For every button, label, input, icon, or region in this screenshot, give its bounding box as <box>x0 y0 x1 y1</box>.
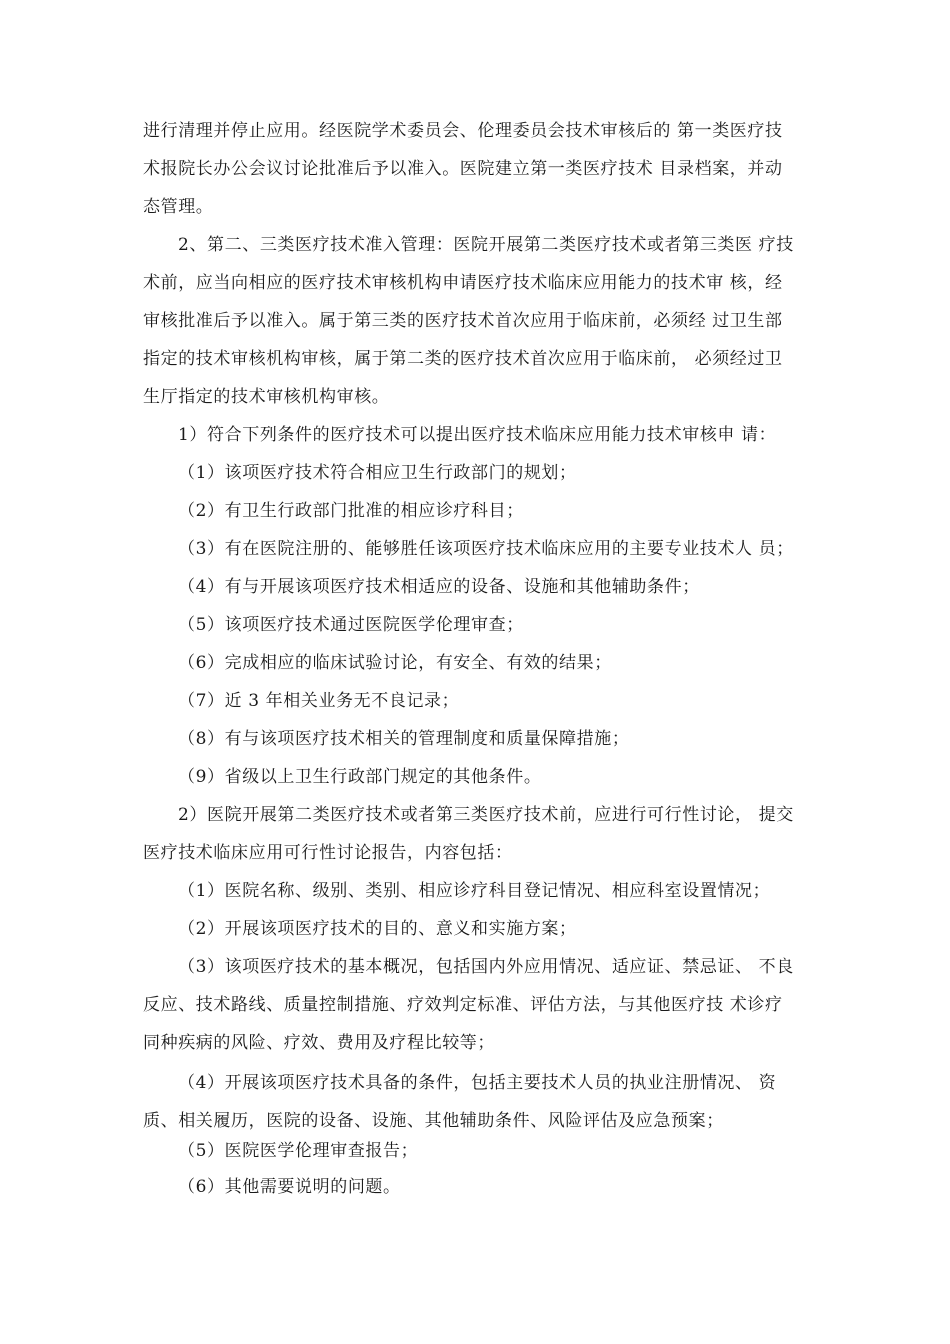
text-line-6: 审核批准后予以准入。属于第三类的医疗技术首次应用于临床前，必须经 过卫生部 <box>143 311 783 331</box>
text-line-22: （2）开展该项医疗技术的目的、意义和实施方案； <box>178 919 577 939</box>
text-line-1: 进行清理并停止应用。经医院学术委员会、伦理委员会技术审核后的 第一类医疗技 <box>143 121 783 141</box>
text-line-16: （7）近 3 年相关业务无不良记录； <box>178 691 460 711</box>
text-line-27: 质、相关履历，医院的设备、设施、其他辅助条件、风险评估及应急预案； <box>143 1111 724 1131</box>
text-line-8: 生厅指定的技术审核机构审核。 <box>143 387 390 407</box>
text-line-26: （4）开展该项医疗技术具备的条件，包括主要技术人员的执业注册情况、 资 <box>178 1073 777 1093</box>
text-line-23: （3）该项医疗技术的基本概况，包括国内外应用情况、适应证、禁忌证、 不良 <box>178 957 794 977</box>
text-line-17: （8）有与该项医疗技术相关的管理制度和质量保障措施； <box>178 729 630 749</box>
text-line-3: 态管理。 <box>143 197 214 217</box>
text-line-29: （6）其他需要说明的问题。 <box>178 1177 401 1197</box>
text-line-7: 指定的技术审核机构审核，属于第二类的医疗技术首次应用于临床前， 必须经过卫 <box>143 349 783 369</box>
text-line-20: 医疗技术临床应用可行性讨论报告，内容包括： <box>143 843 513 863</box>
text-line-18: （9）省级以上卫生行政部门规定的其他条件。 <box>178 767 542 787</box>
text-line-5: 术前，应当向相应的医疗技术审核机构申请医疗技术临床应用能力的技术审 核，经 <box>143 273 783 293</box>
text-line-25: 同种疾病的风险、疗效、费用及疗程比较等； <box>143 1033 495 1053</box>
text-line-4: 2、第二、三类医疗技术准入管理：医院开展第二类医疗技术或者第三类医 疗技 <box>178 235 794 255</box>
text-line-12: （3）有在医院注册的、能够胜任该项医疗技术临床应用的主要专业技术人 员； <box>178 539 794 559</box>
text-line-21: （1）医院名称、级别、类别、相应诊疗科目登记情况、相应科室设置情况； <box>178 881 771 901</box>
text-line-14: （5）该项医疗技术通过医院医学伦理审查； <box>178 615 524 635</box>
text-line-24: 反应、技术路线、质量控制措施、疗效判定标准、评估方法，与其他医疗技 术诊疗 <box>143 995 783 1015</box>
text-line-11: （2）有卫生行政部门批准的相应诊疗科目； <box>178 501 524 521</box>
text-line-28: （5）医院医学伦理审查报告； <box>178 1141 419 1161</box>
text-line-19: 2）医院开展第二类医疗技术或者第三类医疗技术前，应进行可行性讨论， 提交 <box>178 805 794 825</box>
text-line-2: 术报院长办公会议讨论批准后予以准入。医院建立第一类医疗技术 目录档案，并动 <box>143 159 783 179</box>
text-line-15: （6）完成相应的临床试验讨论，有安全、有效的结果； <box>178 653 612 673</box>
text-line-9: 1）符合下列条件的医疗技术可以提出医疗技术临床应用能力技术审核申 请： <box>178 425 777 445</box>
text-line-10: （1）该项医疗技术符合相应卫生行政部门的规划； <box>178 463 577 483</box>
text-line-13: （4）有与开展该项医疗技术相适应的设备、设施和其他辅助条件； <box>178 577 700 597</box>
